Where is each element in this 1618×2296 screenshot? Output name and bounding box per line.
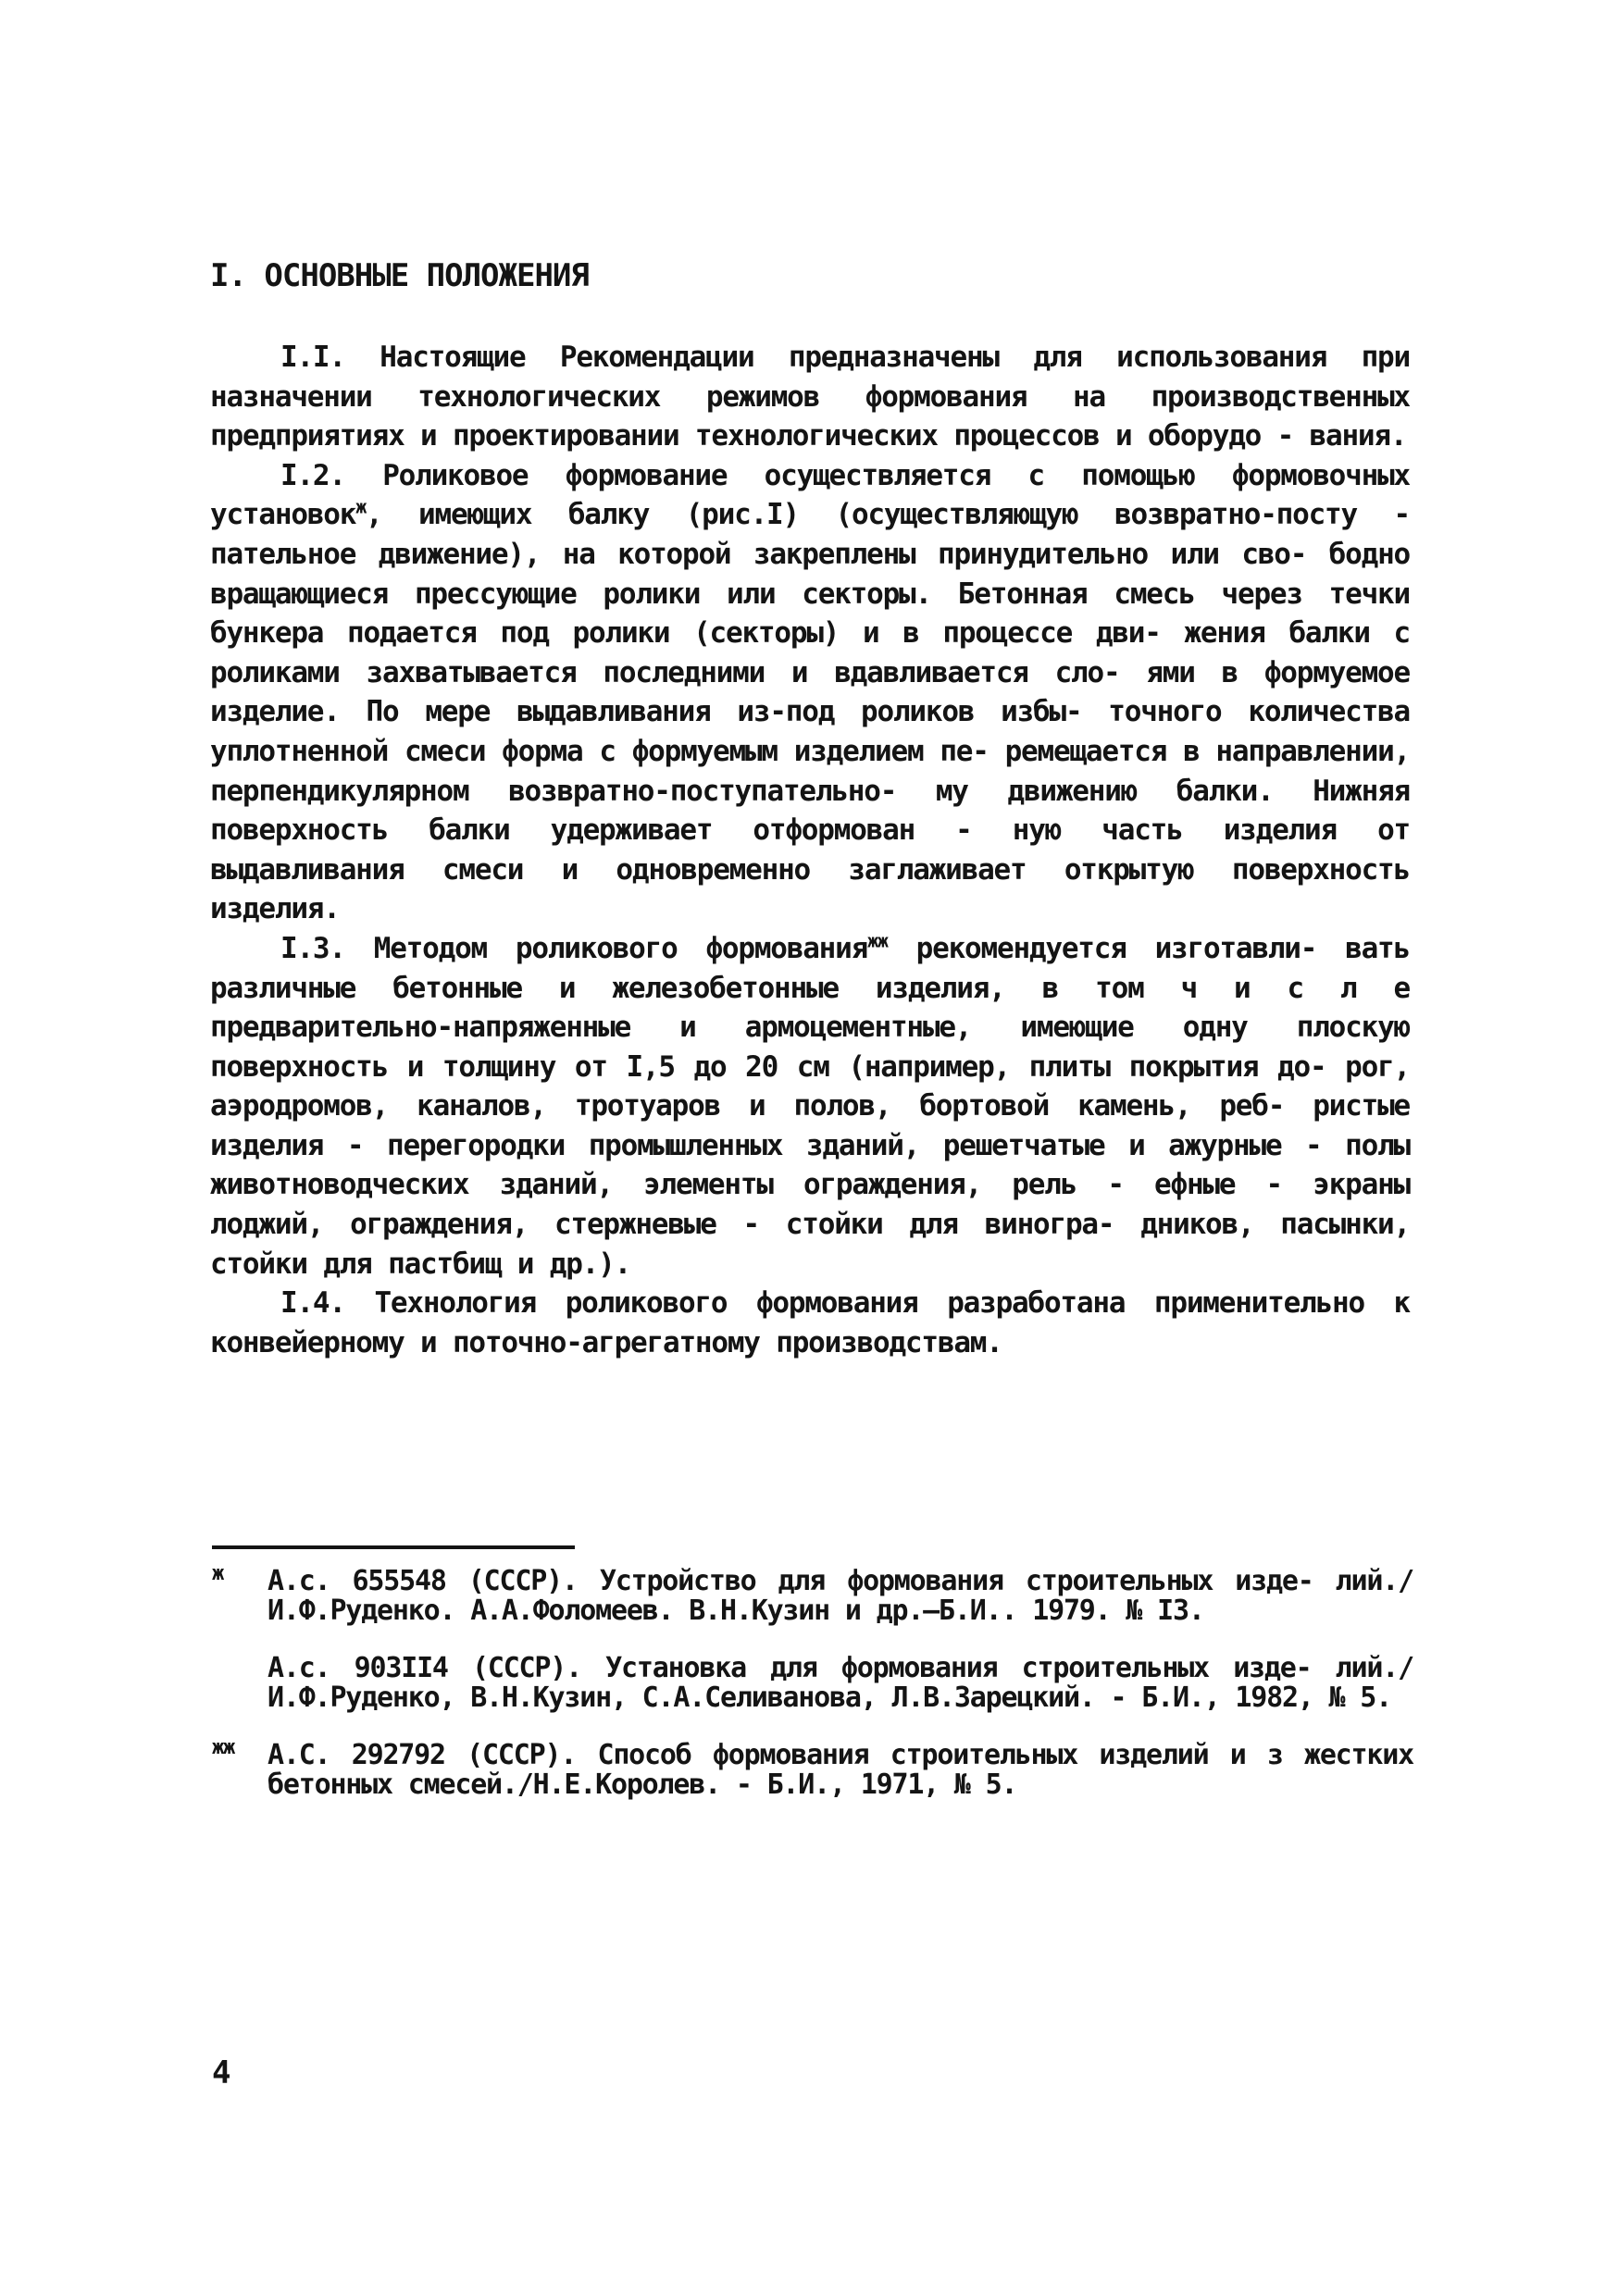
footnote-1b-text: А.с. 903II4 (СССР). Установка для формования строительных изде- лий./И.Ф.Руденко, В.Н.Кузин, С.А.Селиванова, Л.В.Зарецкий. - Б.И., 1982, № 5. [268, 1652, 1413, 1714]
footnote-marker-1: ж [212, 1562, 224, 1585]
paragraph-1-2-start: I.2. Роликовое формование осуществляется с помощью формовочных установок [210, 458, 1410, 532]
footnote-1 [210, 1562, 1413, 1627]
paragraph-1-2 [210, 456, 1410, 929]
footnote-1-text: А.с. 655548 (СССР). Устройство для формования строительных изде- лий./И.Ф.Руденко. А.А.Фоломеев. В.Н.Кузин и др.—Б.И.. 1979. № I3. [268, 1565, 1413, 1627]
footnote-ref-1: ж [355, 496, 367, 519]
footnote-ref-2: жж [867, 929, 888, 952]
footnote-2-text: А.С. 292792 (СССР). Способ формования строительных изделий и з жестких бетонных смесей./Н.Е.Королев. - Б.И., 1971, № 5. [268, 1739, 1413, 1801]
paragraph-1-3 [210, 929, 1410, 1284]
footnote-2 [210, 1736, 1413, 1801]
footnote-separator [212, 1545, 575, 1549]
paragraph-1-1: I.I. Настоящие Рекомендации предназначены для использования при назначении технологических режимов формования на производственных предприятиях и проектировании технологических процессов и оборудо - вания. [210, 341, 1410, 453]
paragraph-1-4: I.4. Технология роликового формования разработана применительно к конвейерному и поточно-агрегатному производствам. [210, 1286, 1410, 1359]
footnotes [210, 1562, 1413, 1801]
footnote-marker-2: жж [212, 1736, 235, 1759]
paragraph-1-2-rest: , имеющих балку (рис.I) (осуществляющую возвратно-посту - пательное движение), на которой закреплены принудительно или сво- бодно вращающиеся прессующие ролики или секторы. Бетонная смесь через течки бункера подается под ролики (секторы) и в процессе дви- жения балки с роликами захватывается последними и вдавливается сло- ями в формуемое изделие. По мере выдавливания из-под роликов избы- точного количества уплотненной смеси форма с формуемым изделием пе- ремещается в направлении, перпендикулярном возвратно-поступательно- му движению балки. Нижняя поверхность балки удерживает отформован - ную часть изделия от выдавливания смеси и одновременно заглаживает открытую поверхность изделия. [210, 498, 1410, 926]
footnote-1b [210, 1654, 1413, 1713]
page-number: 4 [212, 2054, 231, 2091]
paragraph-1-3-rest: рекомендуется изготавли- вать различные бетонные и железобетонные изделия, в том ч и с л е предварительно-напряженные и армоцементные, имеющие одну плоскую поверхность и толщину от I,5 до 20 см (например, плиты покрытия до- рог, аэродромов, каналов, тротуаров и полов, бортовой камень, реб- ристые изделия - перегородки промышленных зданий, решетчатые и ажурные - полы животноводческих зданий, элементы ограждения, рель - ефные - экраны лоджий, ограждения, стержневые - стойки для виногра- дников, пасынки, стойки для пастбищ и др.). [210, 931, 1410, 1281]
body-text [210, 338, 1410, 1362]
section-heading: I. ОСНОВНЫЕ ПОЛОЖЕНИЯ [210, 257, 589, 294]
paragraph-1-3-start: I.3. Методом роликового формования [280, 931, 868, 965]
